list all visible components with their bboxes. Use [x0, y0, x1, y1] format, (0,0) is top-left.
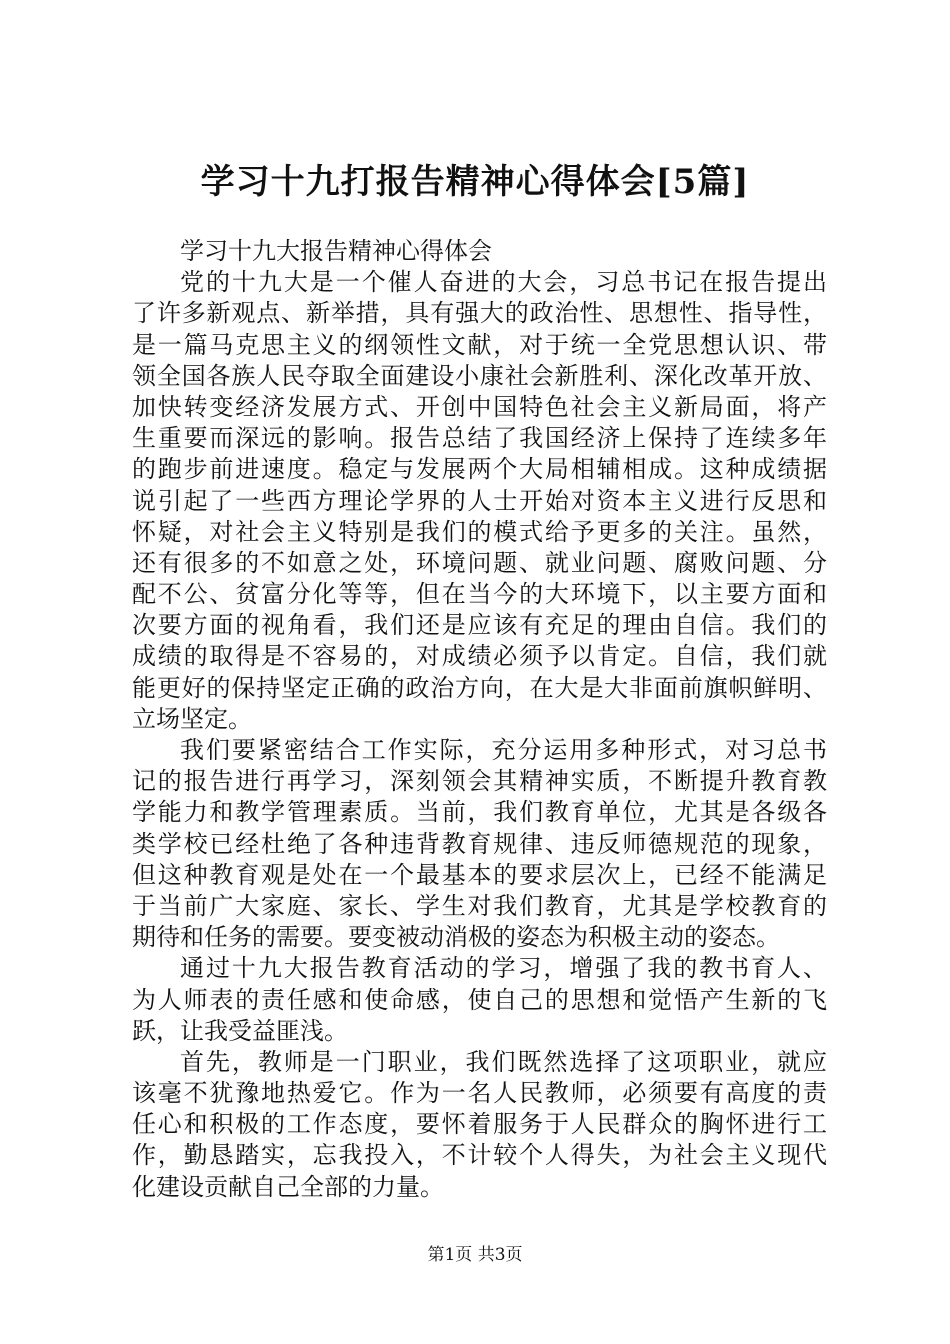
text-line: 任心和积极的工作态度，要怀着服务于人民群众的胸怀进行工 — [132, 1110, 827, 1139]
text-line: 我们要紧密结合工作实际，充分运用多种形式，对习总书 — [180, 736, 827, 764]
text-line: 生重要而深远的影响。报告总结了我国经济上保持了连续多年 — [132, 424, 827, 453]
document-body — [132, 236, 827, 1203]
text-line: 加快转变经济发展方式、开创中国特色社会主义新局面，将产 — [132, 392, 827, 421]
text-line: 通过十九大报告教育活动的学习，增强了我的教书育人、 — [180, 954, 827, 983]
paragraph — [132, 953, 827, 1047]
text-line: 配不公、贫富分化等等，但在当今的大环境下，以主要方面和 — [132, 580, 827, 609]
text-line: 还有很多的不如意之处，环境问题、就业问题、腐败问题、分 — [132, 548, 827, 577]
text-line: 领全国各族人民夺取全面建设小康社会新胜利、深化改革开放、 — [132, 361, 827, 390]
text-line: 成绩的取得是不容易的，对成绩必须予以肯定。自信，我们就 — [132, 642, 827, 671]
paragraph-heading — [132, 236, 827, 267]
text-line: 化建设贡献自己全部的力量。 — [132, 1172, 444, 1201]
text-line: 是一篇马克思主义的纲领性文献，对于统一全党思想认识、带 — [132, 330, 827, 359]
paragraph — [132, 735, 827, 953]
text-line: 该毫不犹豫地热爱它。作为一名人民教师，必须要有高度的责 — [132, 1079, 827, 1108]
text-line: 记的报告进行再学习，深刻领会其精神实质，不断提升教育教 — [132, 767, 827, 796]
text-line: 说引起了一些西方理论学界的人士开始对资本主义进行反思和 — [132, 486, 827, 515]
text-line: 学能力和教学管理素质。当前，我们教育单位，尤其是各级各 — [132, 798, 827, 827]
text-line: 类学校已经杜绝了各种违背教育规律、违反师德规范的现象， — [132, 829, 827, 858]
text-line: 但这种教育观是处在一个最基本的要求层次上，已经不能满足 — [132, 860, 827, 889]
text-line: 于当前广大家庭、家长、学生对我们教育，尤其是学校教育的 — [132, 891, 827, 920]
text-line: 期待和任务的需要。要变被动消极的姿态为积极主动的姿态。 — [132, 923, 780, 952]
paragraph — [132, 1047, 827, 1203]
document-title: 学习十九打报告精神心得体会[5篇] — [200, 162, 750, 202]
text-line: 立场坚定。 — [132, 704, 252, 733]
text-line: 首先，教师是一门职业，我们既然选择了这项职业，就应 — [180, 1047, 827, 1076]
page-footer — [0, 1243, 950, 1267]
text-line: 了许多新观点、新举措，具有强大的政治性、思想性、指导性， — [132, 299, 827, 328]
text-line: 党的十九大是一个催人奋进的大会，习总书记在报告提出 — [180, 268, 827, 297]
text-line: 怀疑，对社会主义特别是我们的模式给予更多的关注。虽然， — [132, 517, 827, 546]
text-line: 学习十九大报告精神心得体会 — [180, 237, 492, 265]
text-line: 作，勤恳踏实，忘我投入，不计较个人得失，为社会主义现代 — [132, 1141, 827, 1170]
text-line: 跃，让我受益匪浅。 — [132, 1016, 348, 1045]
text-line: 能更好的保持坚定正确的政治方向，在大是大非面前旗帜鲜明、 — [132, 673, 827, 702]
text-line: 为人师表的责任感和使命感，使自己的思想和觉悟产生新的飞 — [132, 985, 827, 1014]
text-line: 次要方面的视角看，我们还是应该有充足的理由自信。我们的 — [132, 611, 827, 640]
paragraph — [132, 267, 827, 735]
text-line: 的跑步前进速度。稳定与发展两个大局相辅相成。这种成绩据 — [132, 455, 827, 484]
page-number-indicator: 第1页 共3页 — [427, 1245, 523, 1265]
